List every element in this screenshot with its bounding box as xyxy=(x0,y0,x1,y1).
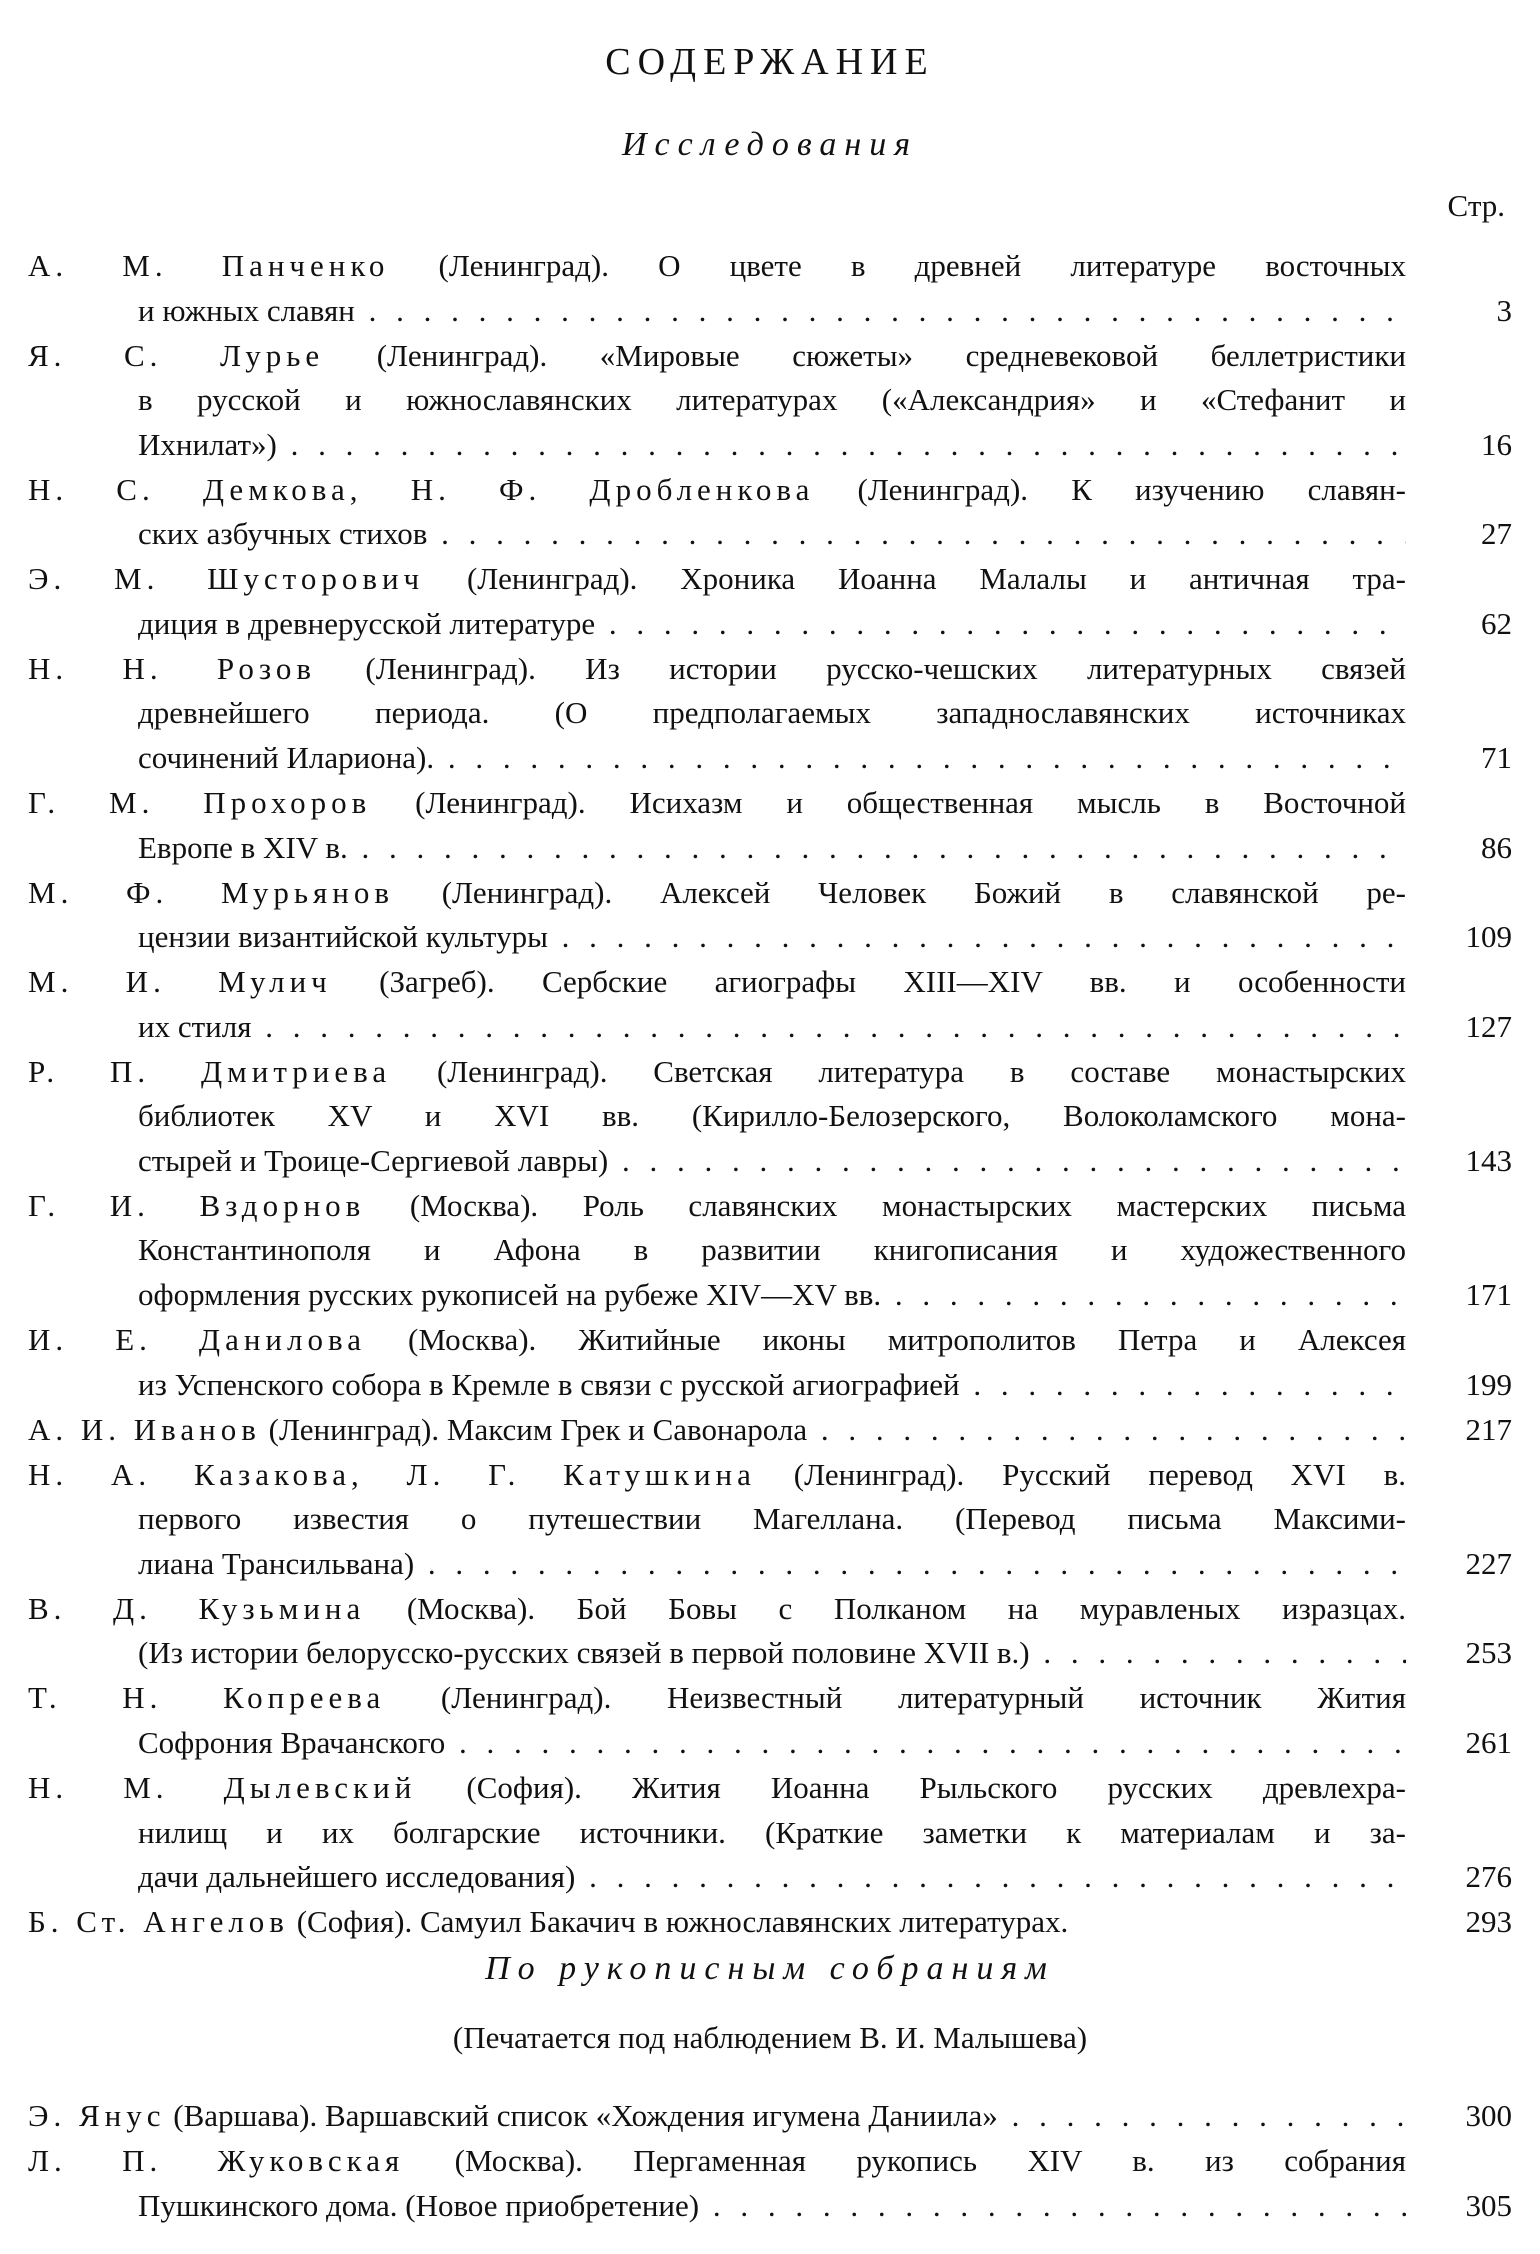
toc-entry-line xyxy=(28,1408,1406,1453)
toc-entry-page: 261 xyxy=(1465,1724,1512,1760)
section-subtitle-manuscripts: (Печатается под наблюдением В. И. Малышева) xyxy=(452,2020,1088,2055)
toc-entry-line xyxy=(28,1453,1406,1498)
toc-entry-page: 293 xyxy=(1465,1904,1512,1940)
toc-entry-page: 127 xyxy=(1465,1008,1512,1044)
toc-entry-page: 71 xyxy=(1481,739,1512,775)
toc-entry xyxy=(28,1184,1406,1318)
toc-entry xyxy=(28,647,1406,781)
toc-entry-page: 171 xyxy=(1465,1276,1512,1312)
toc-entry-title: (Ленинград). Хроника Иоанна Малалы и античная тра- xyxy=(424,561,1406,597)
toc-entry-page: 62 xyxy=(1481,605,1512,641)
toc-entry-author: И. Е. Данилова xyxy=(28,1322,366,1357)
toc-entry-author: Э. Янус xyxy=(28,2098,166,2133)
toc-entry-author: Н. М. Дылевский xyxy=(28,1770,417,1805)
toc-entry-line: сочинений Илариона). . . . xyxy=(28,736,1406,781)
toc-entry-author: Т. Н. Копреева xyxy=(28,1680,386,1716)
toc-entry-line: (Из истории белорусско-русских связей в первой половине XVII в.) . . . xyxy=(28,1631,1406,1676)
toc-entry xyxy=(28,334,1406,468)
toc-entry xyxy=(28,244,1406,333)
toc-entry-line xyxy=(28,1676,1406,1721)
toc-entry-line: Ихнилат») . . . xyxy=(28,423,1406,468)
toc-entry-author: Н. С. Демкова, Н. Ф. Дробленкова xyxy=(28,471,815,507)
toc-entry-page: 3 xyxy=(1496,292,1512,328)
toc-entry-author: Г. М. Прохоров xyxy=(28,785,372,820)
toc-entry-page: 143 xyxy=(1465,1142,1512,1178)
toc-entry-line: их стиля . . . xyxy=(28,1005,1406,1050)
toc-entry-title: (Ленинград). «Мировые сюжеты» средневековой беллетристики xyxy=(324,337,1406,373)
toc-entry-page: 300 xyxy=(1465,2098,1512,2133)
toc-entry-line xyxy=(28,1766,1406,1811)
toc-entry-author: А. М. Панченко xyxy=(28,248,390,283)
toc-entry-title: (Москва). Житийные иконы митрополитов Петра и Алексея xyxy=(365,1322,1406,1357)
toc-entry-title: (София). Жития Иоанна Рыльского русских древлехра- xyxy=(416,1770,1406,1805)
toc-entry-title: (Москва). Пергаменная рукопись XIV в. из собрания xyxy=(404,2143,1406,2179)
toc-entry-line: Европе в XIV в. . . . xyxy=(28,826,1406,871)
toc-entry-line: диция в древнерусской литературе . . . xyxy=(28,602,1406,647)
toc-entry-title: (Ленинград). К изучению славян- xyxy=(814,471,1406,507)
toc-entry-title: (Ленинград). Неизвестный литературный источник Жития xyxy=(385,1680,1406,1716)
toc-entry-line xyxy=(28,647,1406,692)
toc-entry-author: Р. П. Дмитриева xyxy=(28,1053,392,1089)
toc-entry xyxy=(28,1453,1406,1587)
toc-entry-title: (Ленинград). Максим Грек и Савонарола xyxy=(260,1411,808,1447)
toc-entry-line: дачи дальнейшего исследования) . . . xyxy=(28,1855,1406,1900)
toc-entry-author: А. И. Иванов xyxy=(28,1411,261,1447)
toc-entry-author: Э. М. Шусторович xyxy=(28,561,425,597)
toc-entry-author: Б. Ст. Ангелов xyxy=(28,1904,289,1940)
toc-entry xyxy=(28,1587,1406,1676)
toc-entry-author: Н. Н. Розов xyxy=(28,650,317,686)
toc-entry-page: 253 xyxy=(1465,1635,1512,1671)
toc-entry-line: и южных славян . . . xyxy=(28,289,1406,334)
toc-entry-line xyxy=(28,2139,1406,2184)
toc-entry-line: из Успенского собора в Кремле в связи с русской агиографией . . . xyxy=(28,1363,1406,1408)
toc-entry-title: (Ленинград). О цвете в древней литературе восточных xyxy=(389,248,1406,283)
toc-entry-title: (Ленинград). Из истории русско-чешских литературных связей xyxy=(316,650,1406,686)
toc-entry-author: М. Ф. Мурьянов xyxy=(28,874,394,910)
toc-entry-line: Софрония Врачанского . . . xyxy=(28,1721,1406,1766)
toc-entry-line: в русской и южнославянских литературах («Александрия» и «Стефанит и xyxy=(138,382,1406,418)
toc-entry-author: М. И. Мулич xyxy=(28,964,332,1000)
toc-entry-page: 227 xyxy=(1465,1545,1512,1581)
toc-entry-line: стырей и Троице-Сергиевой лавры) . . . xyxy=(28,1139,1406,1184)
toc-entry xyxy=(28,1408,1406,1453)
toc-entry-line xyxy=(28,1318,1406,1363)
toc-entry-line xyxy=(28,334,1406,379)
toc-entry-page: 86 xyxy=(1481,829,1512,865)
toc-entry-page: 276 xyxy=(1465,1859,1512,1894)
toc-entry xyxy=(28,781,1406,870)
toc-entry xyxy=(28,1676,1406,1765)
toc-entry-line: библиотек XV и XVI вв. (Кирилло-Белозерского, Волоколамского мона- xyxy=(138,1098,1406,1134)
toc-entry-title: (Ленинград). Алексей Человек Божий в славянской ре- xyxy=(393,874,1406,910)
toc-entry-line xyxy=(28,244,1406,289)
toc-entry-line: оформления русских рукописей на рубеже XIV—XV вв. . . . xyxy=(28,1273,1406,1318)
toc-entry-author: Я. С. Лурье xyxy=(28,337,325,373)
toc-entry-line xyxy=(28,1050,1406,1095)
toc-entry xyxy=(28,468,1406,557)
toc-entry xyxy=(28,960,1406,1049)
toc-entry-page: 199 xyxy=(1465,1366,1512,1402)
toc-entry-title: (София). Самуил Бакачич в южнославянских литературах. xyxy=(288,1904,1069,1940)
toc-entry-page: 217 xyxy=(1465,1411,1512,1447)
toc-entry-title: (Москва). Бой Бовы с Полканом на муравленых изразцах. xyxy=(365,1590,1406,1626)
toc-entry xyxy=(28,2139,1406,2228)
page-column-label: Стр. xyxy=(1447,188,1505,223)
toc-entry xyxy=(28,2094,1406,2139)
toc-entry-title: (Варшава). Варшавский список «Хождения игумена Даниила» xyxy=(165,2098,998,2133)
toc-entry-page: 109 xyxy=(1465,919,1512,955)
section-title-manuscripts: По рукописным собраниям xyxy=(485,1950,1055,1987)
section-title-research: Исследования xyxy=(621,126,919,163)
toc-entry-line xyxy=(28,557,1406,602)
toc-entry-line xyxy=(28,960,1406,1005)
toc-entry-page: 27 xyxy=(1481,516,1512,552)
toc-entry xyxy=(28,1766,1406,1900)
toc-entry-line xyxy=(28,781,1406,826)
toc-entry-line: нилищ и их болгарские источники. (Краткие заметки к материалам и за- xyxy=(138,1814,1406,1850)
toc-entry-title: (Загреб). Сербские агиографы XIII—XIV вв. и особенности xyxy=(331,964,1406,1000)
toc-entry-line: цензии византийской культуры . . . xyxy=(28,915,1406,960)
toc-entry-line xyxy=(28,1900,1406,1945)
toc-entry xyxy=(28,1900,1406,1945)
toc-entry-line xyxy=(28,2094,1406,2139)
toc-entry-title: (Москва). Роль славянских монастырских мастерских письма xyxy=(365,1187,1406,1223)
toc-entry-line: древнейшего периода. (О предполагаемых западнославянских источниках xyxy=(138,695,1406,731)
toc-entry-author: В. Д. Кузьмина xyxy=(28,1590,366,1626)
toc-entry-title: (Ленинград). Исихазм и общественная мысль в Восточной xyxy=(371,785,1406,820)
toc-entry xyxy=(28,557,1406,646)
toc-entry-line: ских азбучных стихов . . . xyxy=(28,512,1406,557)
toc-entry xyxy=(28,1318,1406,1407)
toc-entry-line xyxy=(28,1184,1406,1229)
toc-entry-title: (Ленинград). Русский перевод XVI в. xyxy=(755,1456,1406,1492)
page-title: СОДЕРЖАНИЕ xyxy=(605,41,935,83)
toc-entry-line xyxy=(28,468,1406,513)
toc-entry xyxy=(28,871,1406,960)
toc-entry xyxy=(28,1050,1406,1184)
toc-entry-line: лиана Трансильвана) . . . xyxy=(28,1542,1406,1587)
toc-entry-author: Н. А. Казакова, Л. Г. Катушкина xyxy=(28,1456,756,1492)
toc-entry-author: Л. П. Жуковская xyxy=(28,2143,405,2179)
toc-entry-page: 305 xyxy=(1465,2187,1512,2223)
toc-entry-page: 16 xyxy=(1481,426,1512,462)
toc-entry-author: Г. И. Вздорнов xyxy=(28,1187,366,1223)
toc-entry-title: (Ленинград). Светская литература в составе монастырских xyxy=(391,1053,1406,1089)
toc-entry-line: первого известия о путешествии Магеллана. (Перевод письма Максими- xyxy=(138,1501,1406,1537)
toc-entry-line xyxy=(28,871,1406,916)
toc-entry-line xyxy=(28,1587,1406,1632)
toc-entry-line: Пушкинского дома. (Новое приобретение) . . . xyxy=(28,2184,1406,2229)
toc-entry-line: Константинополя и Афона в развитии книгописания и художественного xyxy=(138,1232,1406,1268)
